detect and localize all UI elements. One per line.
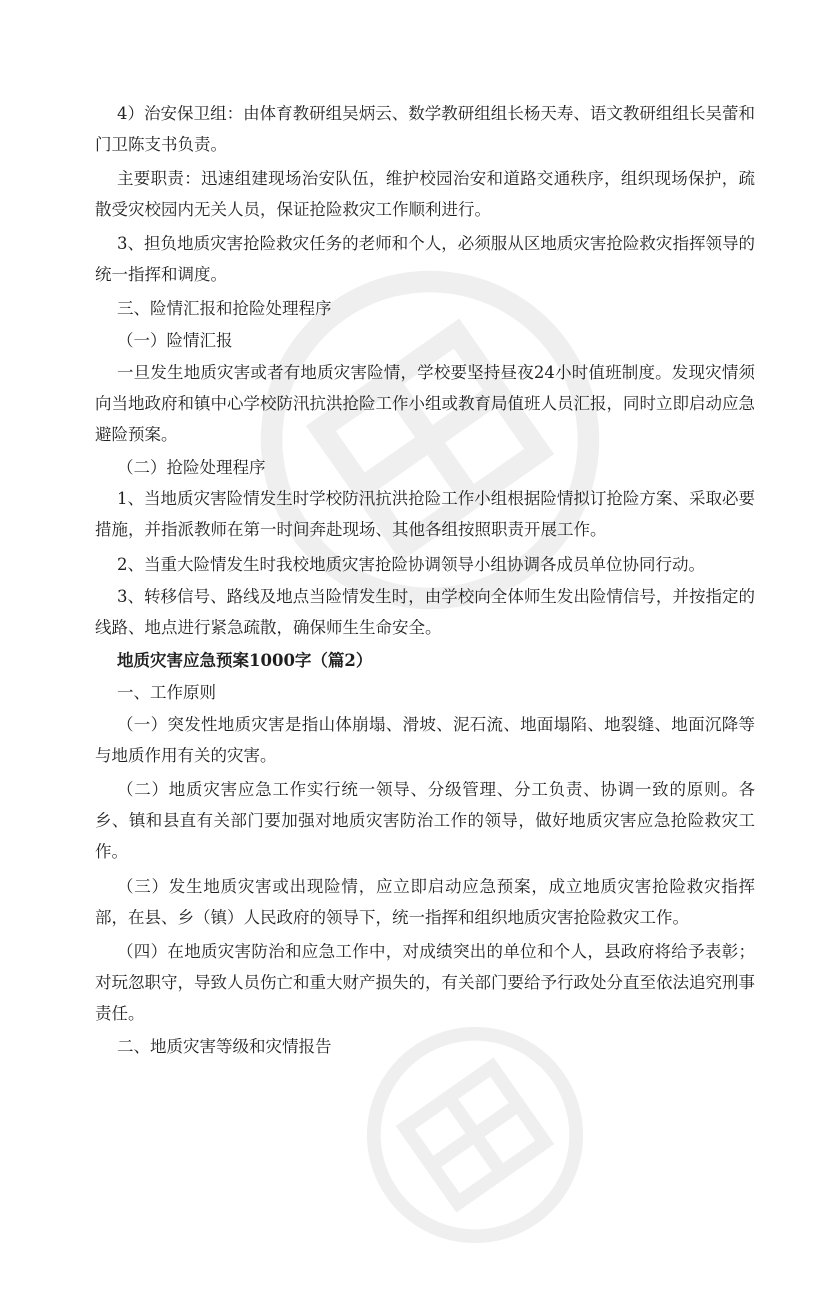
- paragraph-procedure-2: 2、当重大险情发生时我校地质灾害抢险协调领导小组协调各成员单位协同行动。: [117, 555, 705, 574]
- paragraph-principle-1: （一）突发性地质灾害是指山体崩塌、滑坡、泥石流、地面塌陷、地裂缝、地面沉降等与地质作用有关的灾害。: [95, 715, 755, 765]
- paragraph-procedure-1: 1、当地质灾害险情发生时学校防汛抗洪抢险工作小组根据险情拟订抢险方案、采取必要措施，并指派教师在第一时间奔赴现场、其他各组按照职责开展工作。: [95, 489, 755, 539]
- paragraph-procedure-3: 3、转移信号、路线及地点当险情发生时，由学校向全体师生发出险情信号，并按指定的线路、地点进行紧急疏散，确保师生生命安全。: [95, 587, 755, 637]
- paragraph-security-group: 4）治安保卫组：由体育教研组吴炳云、数学教研组组长杨天寿、语文教研组组长吴蕾和门卫陈支书负责。: [95, 104, 755, 154]
- section-heading-principles: 一、工作原则: [117, 683, 216, 702]
- paragraph-principle-2: （二）地质灾害应急工作实行统一领导、分级管理、分工负责、协调一致的原则。各乡、镇和县直有关部门要加强对地质灾害防治工作的领导，做好地质灾害应急抢险救灾工作。: [95, 780, 755, 861]
- section-heading-disaster-levels: 二、地质灾害等级和灾情报告: [117, 1037, 332, 1056]
- paragraph-danger-report: 一旦发生地质灾害或者有地质灾害险情，学校要坚持昼夜24小时值班制度。发现灾情须向当地政府和镇中心学校防汛抗洪抢险工作小组或教育局值班人员汇报，同时立即启动应急避险预案。: [95, 363, 755, 444]
- paragraph-rescue-obedience: 3、担负地质灾害抢险救灾任务的老师和个人，必须服从区地质灾害抢险救灾指挥领导的统一指挥和调度。: [95, 234, 755, 284]
- section-heading-danger-report: 三、险情汇报和抢险处理程序: [117, 299, 332, 318]
- paragraph-main-duties: 主要职责：迅速组建现场治安队伍，维护校园治安和道路交通秩序，组织现场保护，疏散受灾校园内无关人员，保证抢险救灾工作顺利进行。: [95, 169, 755, 219]
- subheading-rescue-procedure: （二）抢险处理程序: [117, 458, 266, 477]
- paragraph-principle-3: （三）发生地质灾害或出现险情，应立即启动应急预案，成立地质灾害抢险救灾指挥部，在县、乡（镇）人民政府的领导下，统一指挥和组织地质灾害抢险救灾工作。: [95, 877, 755, 927]
- paragraph-principle-4: （四）在地质灾害防治和应急工作中，对成绩突出的单位和个人，县政府将给予表彰；对玩忽职守，导致人员伤亡和重大财产损失的，有关部门要给予行政处分直至依法追究刑事责任。: [95, 942, 755, 1023]
- subheading-danger-report: （一）险情汇报: [117, 331, 233, 350]
- article-title-part-2: 地质灾害应急预案1000字（篇2）: [117, 651, 373, 670]
